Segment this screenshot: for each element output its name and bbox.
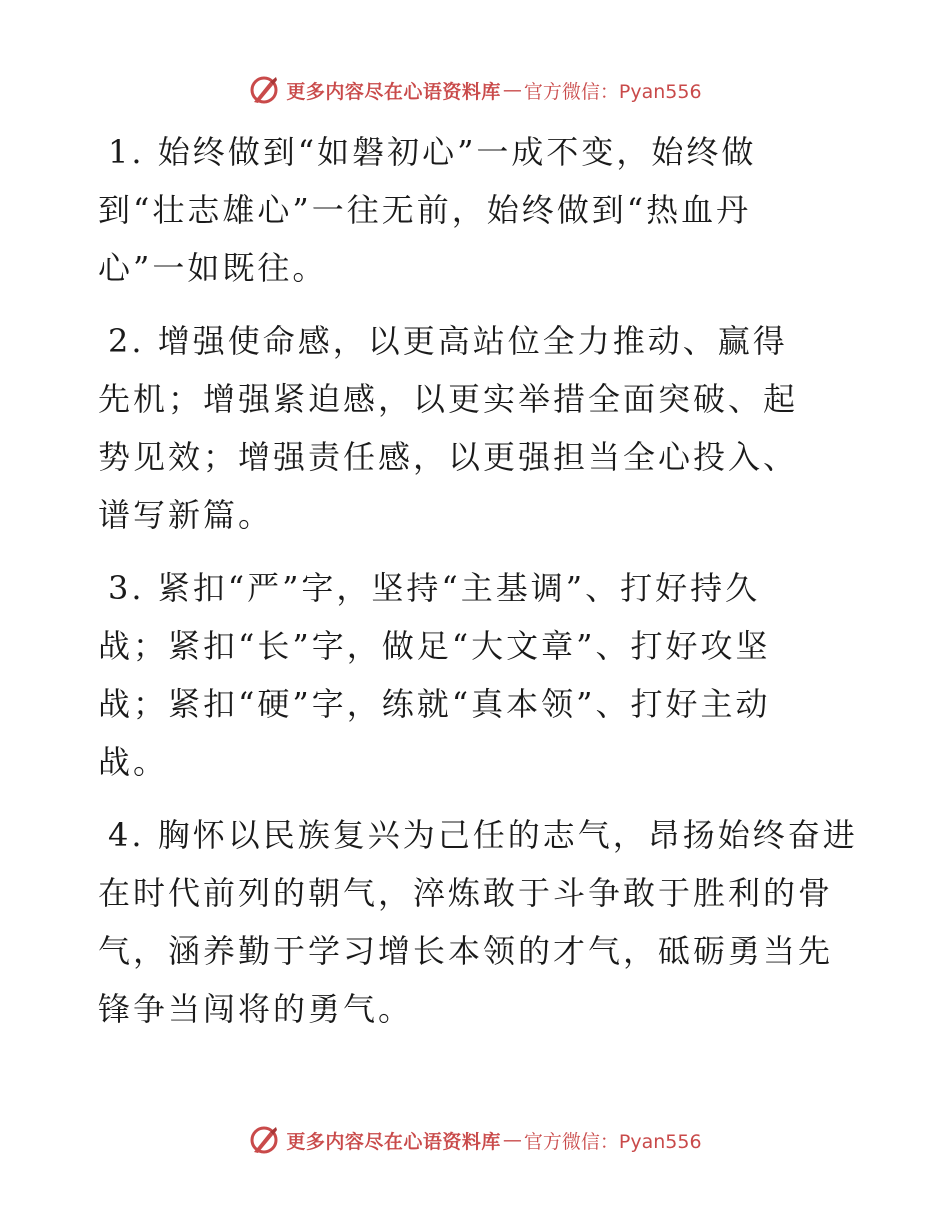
paragraph-2: 2. 增强使命感，以更高站位全力推动、赢得先机；增强紧迫感，以更实举措全面突破、起势见效；增强责任感，以更强担当全心投入、谱写新篇。 — [98, 322, 799, 534]
paragraph-4: 4. 胸怀以民族复兴为己任的志气，昂扬始终奋进在时代前列的朝气，淬炼敢于斗争敢于胜利的骨气，涵养勤于学习增长本领的才气，砥砺勇当先锋争当闯将的勇气。 — [98, 816, 858, 1028]
banner-separator: — — [502, 79, 522, 101]
banner-site-text: 更多内容尽在心语资料库 — [286, 80, 501, 103]
banner-wechat-text: 官方微信：Pyan556 — [523, 80, 702, 103]
header-banner — [0, 70, 950, 110]
paragraph-3: 3. 紧扣“严”字，坚持“主基调”、打好持久战；紧扣“长”字，做足“大文章”、打好攻坚战；紧扣“硬”字，练就“真本领”、打好主动战。 — [98, 569, 771, 781]
banner-separator: — — [502, 1129, 522, 1151]
footer-banner — [0, 1120, 950, 1160]
paragraph-1: 1. 始终做到“如磐初心”一成不变，始终做到“壮志雄心”一往无前，始终做到“热血丹心”一如既往。 — [98, 133, 757, 287]
document-body — [98, 123, 858, 1053]
quill-pen-logo-icon — [248, 1124, 280, 1156]
banner-site-text: 更多内容尽在心语资料库 — [286, 1130, 501, 1153]
quill-pen-logo-icon — [248, 74, 280, 106]
banner-wechat-text: 官方微信：Pyan556 — [523, 1130, 702, 1153]
